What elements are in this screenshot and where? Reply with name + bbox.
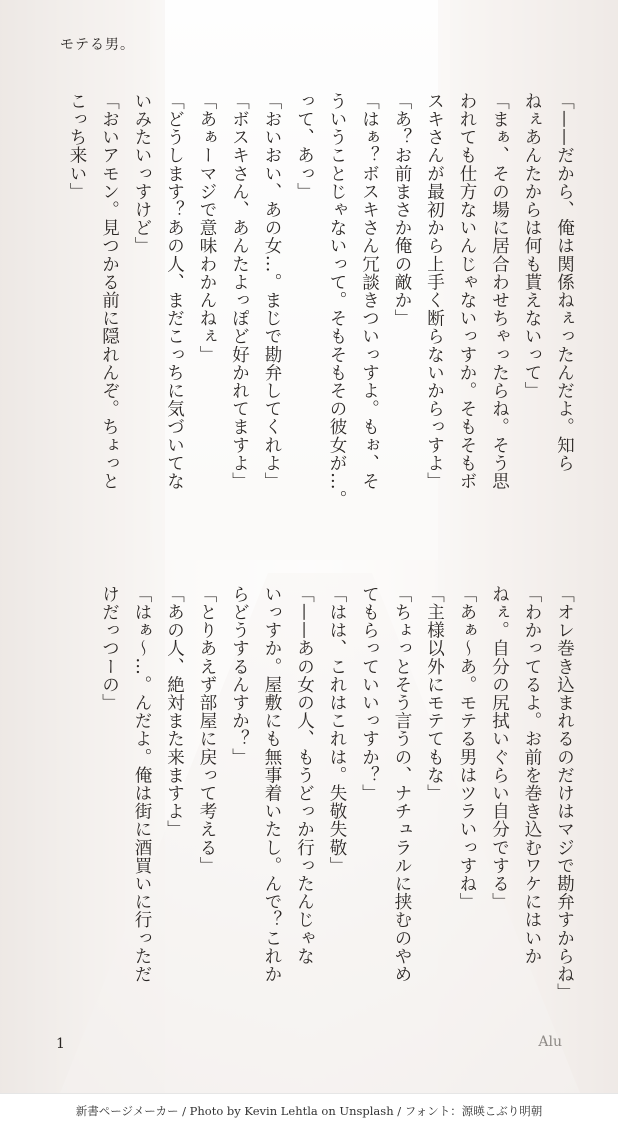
text-column: けだっつーの」 (99, 585, 120, 712)
text-column: 「おいアモン。見つかる前に隠れんぞ。ちょっと (99, 92, 120, 491)
credit-line: 新書ページメーカー / Photo by Kevin Lehtla on Unsplash / フォント：源暎こぶり明朝 (75, 1104, 543, 1118)
text-column: 「主様以外にモテてもな」 (424, 585, 445, 803)
text-column: いみたいっすけど」 (132, 92, 152, 255)
text-column: てもらっていいっすか？」 (359, 585, 380, 803)
text-column: 「ボスキさん、あんたよっぽど好かれてますよ」 (229, 92, 250, 491)
text-column: こっち来い」 (67, 92, 87, 201)
text-column: 「はぁ〜…。んだよ。俺は街に酒買いに行っただ (132, 585, 152, 984)
text-column: 「はぁ？ボスキさん冗談きついっすよ。もぉ、そ (359, 92, 380, 491)
text-column: 「とりあえず部屋に戻って考える」 (197, 585, 217, 875)
author-name: Alu (538, 1034, 562, 1050)
text-column: 「わかってるよ。お前を巻き込むワケにはいか (522, 585, 542, 966)
text-column: 「はは、これはこれは。失敬失敬」 (327, 585, 347, 875)
text-column: 「あ？お前まさか俺の敵か」 (392, 92, 412, 328)
text-column: 「どうします？あの人、まだこっちに気づいてな (164, 92, 185, 491)
text-column: ねぇ。自分の尻拭いぐらい自分でする」 (489, 585, 510, 911)
page-number: 1 (56, 1036, 65, 1052)
text-column: われても仕方ないんじゃないっすか。そもそもボ (457, 92, 477, 491)
text-column: 「あぁ〜あ。モテる男はツラいっすね」 (457, 585, 477, 911)
divider (0, 1093, 618, 1094)
page-title: モテる男。 (60, 37, 135, 53)
text-column: 「おいおい、あの女…。まじで勘弁してくれよ」 (262, 92, 282, 491)
text-column: いっすか。屋敷にも無事着いたし。んで？これか (262, 585, 282, 984)
text-column: ういうことじゃないって。そもそもその彼女が…。 (327, 92, 347, 509)
text-column: 「——あの女の人、もうどっか行ったんじゃな (294, 585, 315, 966)
text-column: 「——だから、俺は関係ねぇったんだよ。知ら (554, 92, 575, 473)
text-column: 「ちょっとそう言うの、ナチュラルに挟むのやめ (392, 585, 412, 984)
text-column: 「あの人、絶対また来ますよ」 (164, 585, 185, 839)
text-column: スキさんが最初から上手く断らないからっすよ」 (424, 92, 445, 491)
text-column: 「まぁ、その場に居合わせちゃったらね。そう思 (489, 92, 510, 491)
text-column: 「オレ巻き込まれるのだけはマジで勘弁すからね」 (554, 585, 575, 1002)
text-column: 「あぁーマジで意味わかんねぇ」 (197, 92, 217, 364)
text-column: って、あっ」 (294, 92, 315, 201)
text-column: ねぇあんたからは何も貰えないって」 (522, 92, 542, 400)
text-column: らどうするんすか？」 (229, 585, 250, 766)
